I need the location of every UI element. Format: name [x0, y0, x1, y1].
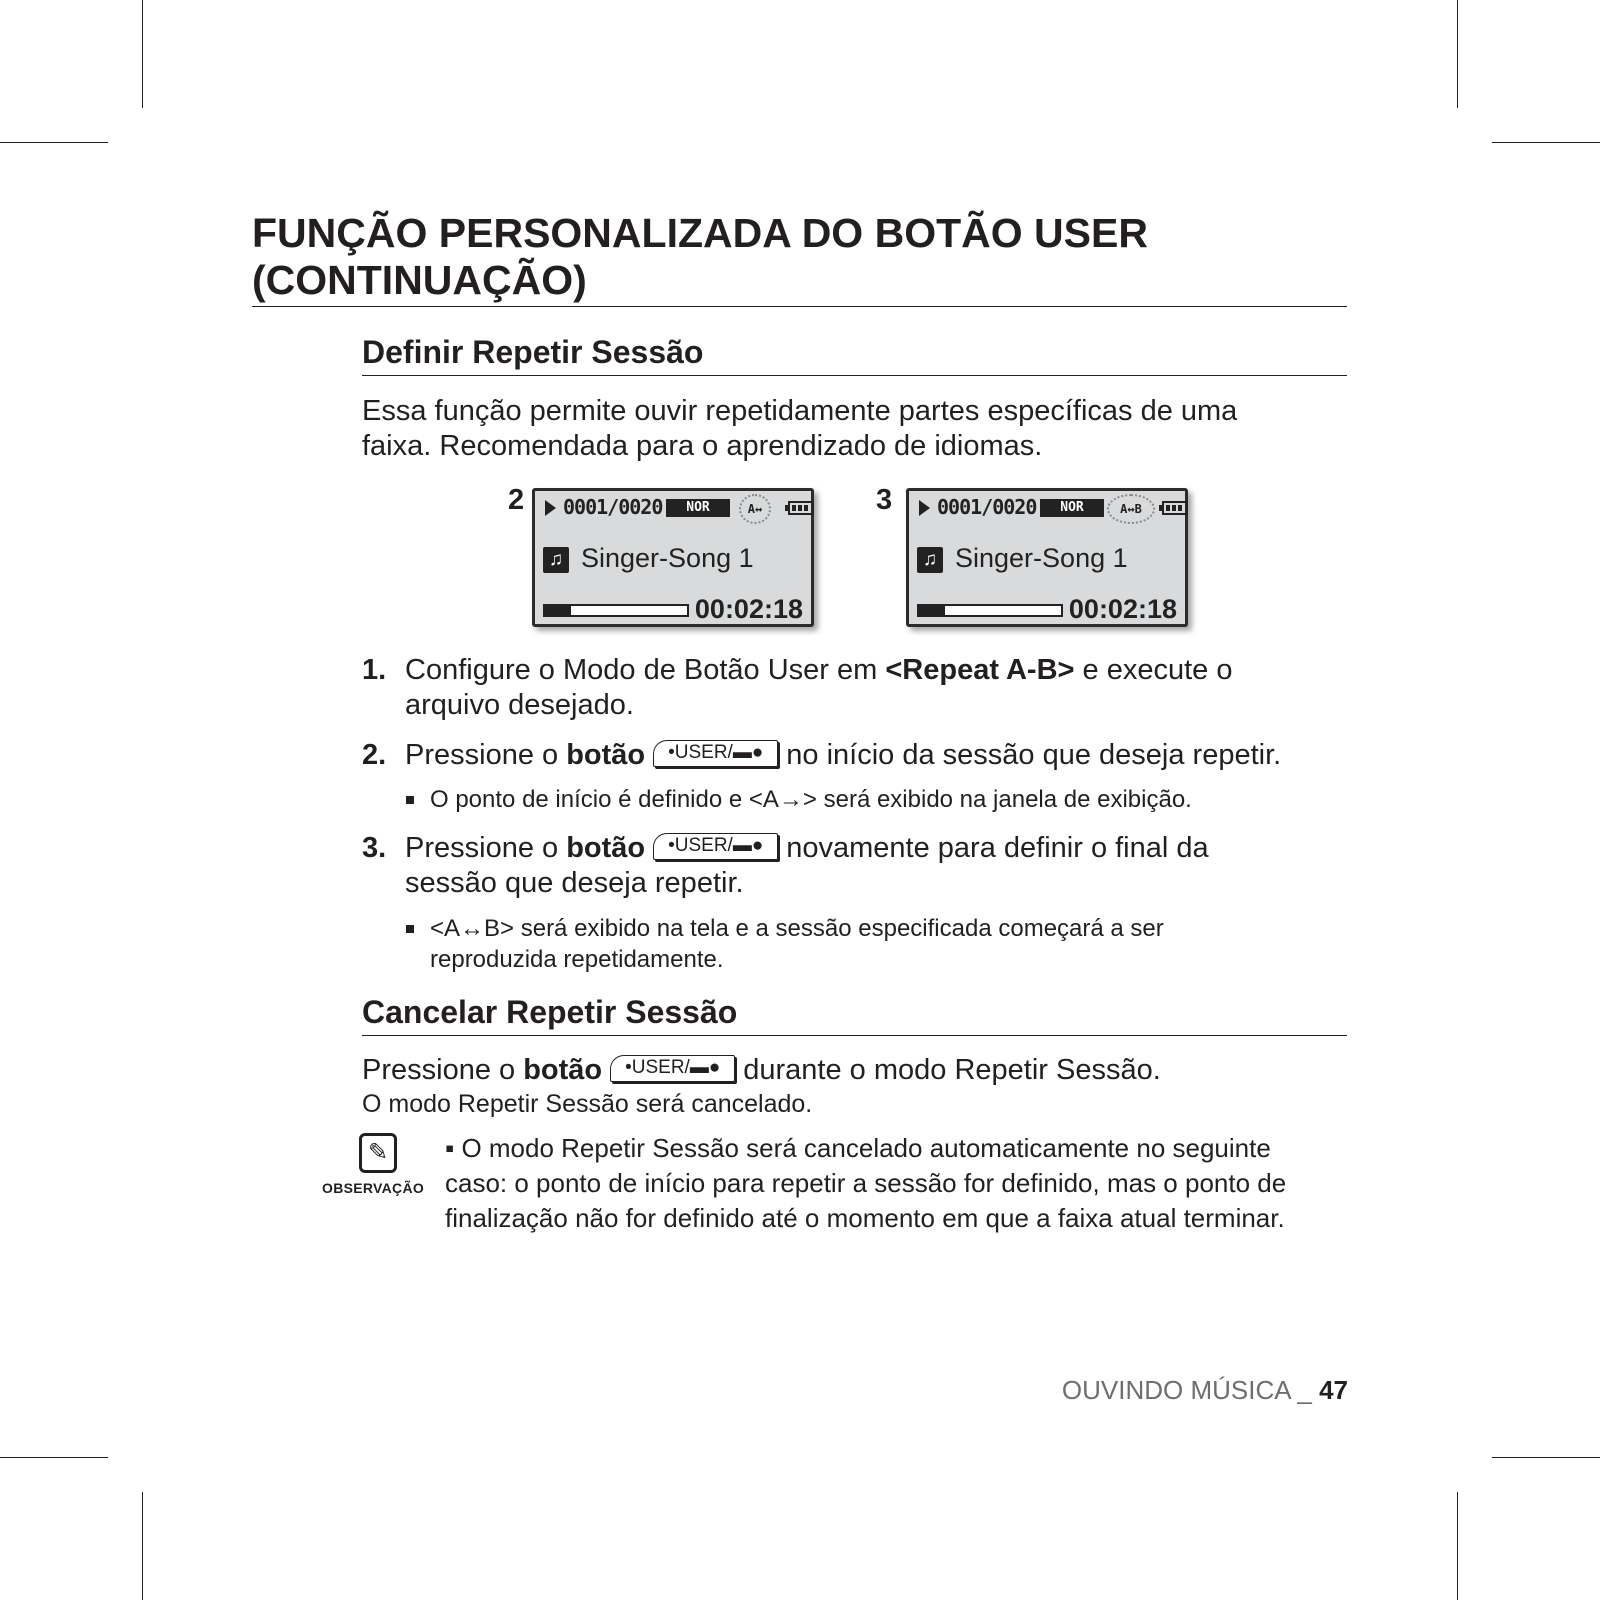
step-bold-part: botão	[566, 739, 646, 771]
cancel-result: O modo Repetir Sessão será cancelado.	[362, 1090, 813, 1118]
note-label: OBSERVAÇÃO	[322, 1180, 425, 1196]
screen-number: 3	[876, 484, 893, 516]
crop-mark	[0, 1457, 108, 1458]
intro-paragraph	[362, 394, 1347, 464]
page-title-line2: (CONTINUAÇÃO)	[252, 257, 587, 303]
track-counter: 0001/0020	[937, 495, 1037, 519]
player-screen-2	[532, 488, 814, 627]
status-bar	[543, 497, 803, 519]
elapsed-time: 00:02:18	[694, 594, 803, 624]
crop-mark	[1492, 1457, 1600, 1458]
section-heading-cancel: Cancelar Repetir Sessão	[362, 994, 738, 1030]
player-screen-3	[906, 488, 1188, 627]
section-divider	[362, 375, 1347, 376]
step-text	[405, 831, 1365, 901]
play-icon	[545, 500, 556, 516]
crop-mark	[1492, 142, 1600, 143]
step-text-line2: sessão que deseja repetir.	[405, 867, 744, 899]
section-heading-define: Definir Repetir Sessão	[362, 334, 704, 370]
intro-line1: Essa função permite ouvir repetidamente partes específicas de uma	[362, 395, 1238, 427]
elapsed-time: 00:02:18	[1068, 594, 1177, 624]
bullet-line1: <A↔B> será exibido na tela e a sessão especificada começará a ser	[430, 915, 1164, 942]
cancel-text-part: durante o modo Repetir Sessão.	[735, 1054, 1161, 1086]
note-line2: caso: o ponto de início para repetir a sessão for definido, mas o ponto de	[445, 1168, 1287, 1198]
step-text-part: no início da sessão que deseja repetir.	[778, 739, 1282, 771]
user-button-icon: •USER/▬●	[610, 1055, 735, 1082]
song-title: Singer-Song 1	[955, 543, 1128, 573]
music-note-icon: ♫	[543, 547, 569, 573]
progress-fill	[545, 606, 571, 615]
page-number: 47	[1319, 1375, 1348, 1405]
step-text-part: e execute o	[1074, 654, 1233, 686]
step-text-line2: arquivo desejado.	[405, 689, 634, 721]
crop-mark	[142, 1492, 143, 1600]
song-title: Singer-Song 1	[581, 543, 754, 573]
track-counter: 0001/0020	[563, 495, 663, 519]
step-text-part: Configure o Modo de Botão User em	[405, 654, 886, 686]
crop-mark	[1457, 1492, 1458, 1600]
bullet-icon	[406, 925, 414, 933]
crop-mark	[142, 0, 143, 108]
section-divider	[362, 1035, 1347, 1036]
cancel-bold-part: botão	[523, 1054, 603, 1086]
note-line3: finalização não for definido até o momento em que a faixa atual terminar.	[445, 1203, 1285, 1233]
note-pencil-icon: ✎	[359, 1133, 397, 1173]
repeat-ab-icon: A↔B	[1107, 494, 1155, 524]
note-text	[445, 1131, 1345, 1236]
step-number: 2.	[362, 739, 387, 771]
step-text-part: novamente para definir o final da	[778, 832, 1209, 864]
battery-icon	[1162, 501, 1188, 515]
progress-bar	[543, 604, 689, 617]
step-text	[405, 653, 1365, 723]
status-bar	[917, 497, 1177, 519]
page-title-line1: FUNÇÃO PERSONALIZADA DO BOTÃO USER	[252, 210, 1148, 256]
progress-bar	[917, 604, 1063, 617]
cancel-paragraph	[362, 1053, 1347, 1088]
music-note-icon: ♫	[917, 547, 943, 573]
page-title	[252, 210, 1347, 304]
intro-line2: faixa. Recomendada para o aprendizado de idiomas.	[362, 430, 1043, 462]
note-line1: ▪ O modo Repetir Sessão será cancelado automaticamente no seguinte	[445, 1133, 1271, 1163]
crop-mark	[0, 142, 108, 143]
cancel-text-part: Pressione o	[362, 1054, 524, 1086]
bullet-line2: reproduzida repetidamente.	[430, 946, 724, 973]
eq-mode-badge: NOR	[666, 499, 730, 517]
eq-mode-badge: NOR	[1040, 499, 1104, 517]
user-button-icon: •USER/▬●	[653, 740, 778, 767]
step-bold-part: botão	[566, 832, 646, 864]
title-divider	[252, 306, 1347, 307]
bullet-icon	[406, 796, 414, 804]
step-number: 1.	[362, 654, 387, 686]
step-bold-part: <Repeat A-B>	[885, 654, 1075, 686]
crop-mark	[1457, 0, 1458, 108]
repeat-ab-icon: A↔	[739, 494, 771, 524]
screen-number: 2	[508, 484, 525, 516]
progress-fill	[919, 606, 945, 615]
step-text	[405, 738, 1365, 773]
step-text-part: Pressione o	[405, 832, 567, 864]
step-3-bullet	[430, 913, 1330, 975]
battery-icon	[788, 501, 814, 515]
user-button-icon: •USER/▬●	[653, 833, 778, 860]
page-footer	[1062, 1375, 1348, 1406]
step-2-bullet: O ponto de início é definido e <A→> será exibido na janela de exibição.	[430, 786, 1192, 813]
step-number: 3.	[362, 832, 387, 864]
footer-section: OUVINDO MÚSICA _	[1061, 1375, 1320, 1405]
play-icon	[919, 500, 930, 516]
step-text-part: Pressione o	[405, 739, 567, 771]
